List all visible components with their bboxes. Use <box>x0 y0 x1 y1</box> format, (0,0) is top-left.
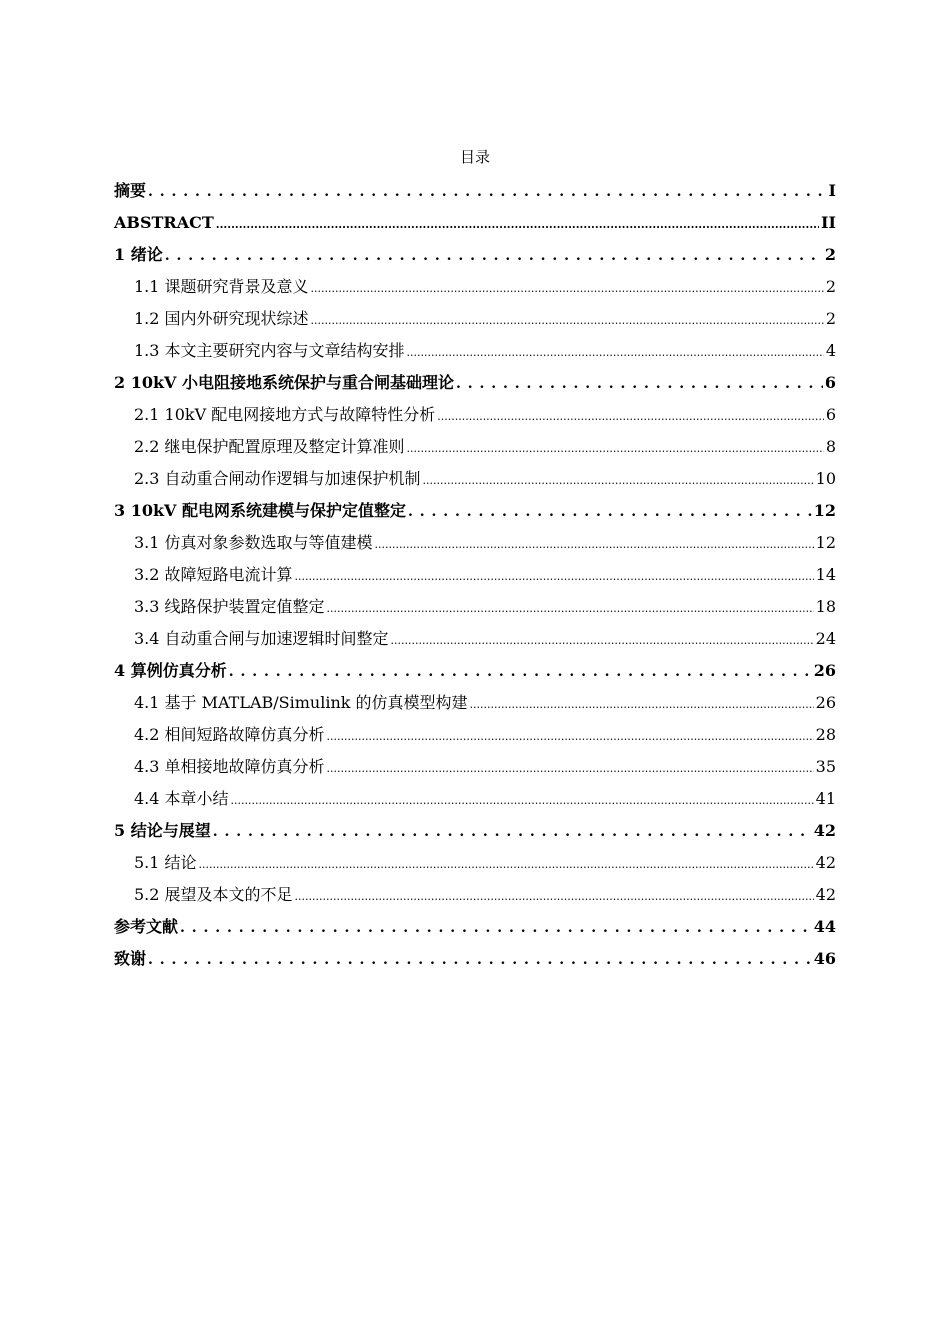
dot-leader <box>327 719 814 751</box>
toc-entry-title: 5.1 结论 <box>134 853 197 872</box>
toc-chapter-entry[interactable] <box>114 367 836 399</box>
dot-leader <box>148 943 812 975</box>
toc-section-entry[interactable] <box>114 463 836 495</box>
dot-leader <box>407 431 824 463</box>
toc-page-number: 2 <box>824 245 836 264</box>
dot-leader <box>295 879 814 911</box>
toc-page-number: 42 <box>815 853 836 872</box>
toc-section-entry[interactable] <box>114 879 836 911</box>
dot-leader <box>375 527 814 559</box>
toc-entry-title: 3 10kV 配电网系统建模与保护定值整定 <box>114 501 407 520</box>
toc-section-entry[interactable] <box>114 271 836 303</box>
toc-page-number: 12 <box>815 533 836 552</box>
toc-section-entry[interactable] <box>114 527 836 559</box>
toc-page-number: 44 <box>813 917 836 936</box>
toc-section-entry[interactable] <box>114 335 836 367</box>
dot-leader <box>229 655 812 687</box>
toc-entry-title: 4.4 本章小结 <box>134 789 229 808</box>
dot-leader <box>407 335 824 367</box>
dot-leader <box>165 239 823 271</box>
toc-page-number: 10 <box>815 469 836 488</box>
toc-page-number: 42 <box>813 821 836 840</box>
toc-entry-title: 5.2 展望及本文的不足 <box>134 885 293 904</box>
toc-entry-title: 2.2 继电保护配置原理及整定计算准则 <box>134 437 405 456</box>
toc-entry-title: 3.1 仿真对象参数选取与等值建模 <box>134 533 373 552</box>
toc-entry-title: 5 结论与展望 <box>114 821 211 840</box>
toc-section-entry[interactable] <box>114 591 836 623</box>
dot-leader <box>231 783 814 815</box>
toc-entry-title: 3.4 自动重合闸与加速逻辑时间整定 <box>134 629 389 648</box>
toc-section-entry[interactable] <box>114 431 836 463</box>
dot-leader <box>216 207 819 239</box>
toc-page-number: 26 <box>815 693 836 712</box>
toc-section-entry[interactable] <box>114 783 836 815</box>
toc-chapter-entry[interactable] <box>114 175 836 207</box>
toc-entry-title: 4 算例仿真分析 <box>114 661 227 680</box>
toc-heading: 目录 <box>459 148 490 166</box>
toc-chapter-entry[interactable] <box>114 815 836 847</box>
toc-section-entry[interactable] <box>114 399 836 431</box>
dot-leader <box>295 559 814 591</box>
dot-leader <box>327 591 814 623</box>
toc-section-entry[interactable] <box>114 751 836 783</box>
toc-page-number: 12 <box>813 501 836 520</box>
dot-leader <box>327 751 814 783</box>
toc-entry-title: 2.3 自动重合闸动作逻辑与加速保护机制 <box>134 469 421 488</box>
toc-entry-title: 参考文献 <box>114 917 179 936</box>
toc-entry-title: 4.1 基于 MATLAB/Simulink 的仿真模型构建 <box>134 693 468 712</box>
toc-section-entry[interactable] <box>114 559 836 591</box>
toc-entry-title: 3.2 故障短路电流计算 <box>134 565 293 584</box>
toc-page-number: 6 <box>825 405 836 424</box>
dot-leader <box>437 399 824 431</box>
toc-entry-title: 1 绪论 <box>114 245 163 264</box>
toc-section-entry[interactable] <box>114 719 836 751</box>
toc-page-number: I <box>828 181 836 200</box>
toc-section-entry[interactable] <box>114 847 836 879</box>
toc-entry-title: 2 10kV 小电阻接地系统保护与重合闸基础理论 <box>114 373 455 392</box>
toc-entry-title: 1.1 课题研究背景及意义 <box>134 277 309 296</box>
toc-chapter-entry[interactable] <box>114 239 836 271</box>
toc-page-number: 26 <box>813 661 836 680</box>
dot-leader <box>180 911 812 943</box>
toc-page-number: 2 <box>825 309 836 328</box>
toc-section-entry[interactable] <box>114 623 836 655</box>
dot-leader <box>423 463 814 495</box>
toc-entry-title: 致谢 <box>114 949 147 968</box>
toc-entry-title: 4.2 相间短路故障仿真分析 <box>134 725 325 744</box>
dot-leader <box>148 175 827 207</box>
toc-page-number: 6 <box>824 373 836 392</box>
dot-leader <box>199 847 814 879</box>
dot-leader <box>213 815 812 847</box>
toc-page-number: 28 <box>815 725 836 744</box>
table-of-contents <box>114 175 836 975</box>
dot-leader <box>470 687 814 719</box>
toc-page-number: 4 <box>825 341 836 360</box>
dot-leader <box>408 495 812 527</box>
toc-chapter-entry[interactable] <box>114 655 836 687</box>
toc-section-entry[interactable] <box>114 303 836 335</box>
dot-leader <box>456 367 823 399</box>
toc-chapter-entry[interactable] <box>114 495 836 527</box>
toc-entry-title: 1.3 本文主要研究内容与文章结构安排 <box>134 341 405 360</box>
toc-page-number: II <box>821 213 836 232</box>
toc-page-number: 8 <box>825 437 836 456</box>
toc-entry-title: 摘要 <box>114 181 147 200</box>
toc-chapter-entry[interactable] <box>114 943 836 975</box>
toc-page-number: 24 <box>815 629 836 648</box>
toc-page-number: 41 <box>815 789 836 808</box>
toc-entry-title: 1.2 国内外研究现状综述 <box>134 309 309 328</box>
toc-page-number: 18 <box>815 597 836 616</box>
toc-section-entry[interactable] <box>114 687 836 719</box>
toc-chapter-entry[interactable] <box>114 911 836 943</box>
toc-page-number: 35 <box>815 757 836 776</box>
toc-entry-title: 4.3 单相接地故障仿真分析 <box>134 757 325 776</box>
dot-leader <box>311 271 824 303</box>
toc-entry-title: ABSTRACT <box>114 213 214 232</box>
toc-page-number: 42 <box>815 885 836 904</box>
toc-entry-title: 2.1 10kV 配电网接地方式与故障特性分析 <box>134 405 436 424</box>
toc-page-number: 14 <box>815 565 836 584</box>
toc-entry-title: 3.3 线路保护装置定值整定 <box>134 597 325 616</box>
toc-chapter-entry[interactable] <box>114 207 836 239</box>
dot-leader <box>311 303 824 335</box>
toc-page-number: 2 <box>825 277 836 296</box>
toc-page-number: 46 <box>813 949 836 968</box>
dot-leader <box>391 623 814 655</box>
